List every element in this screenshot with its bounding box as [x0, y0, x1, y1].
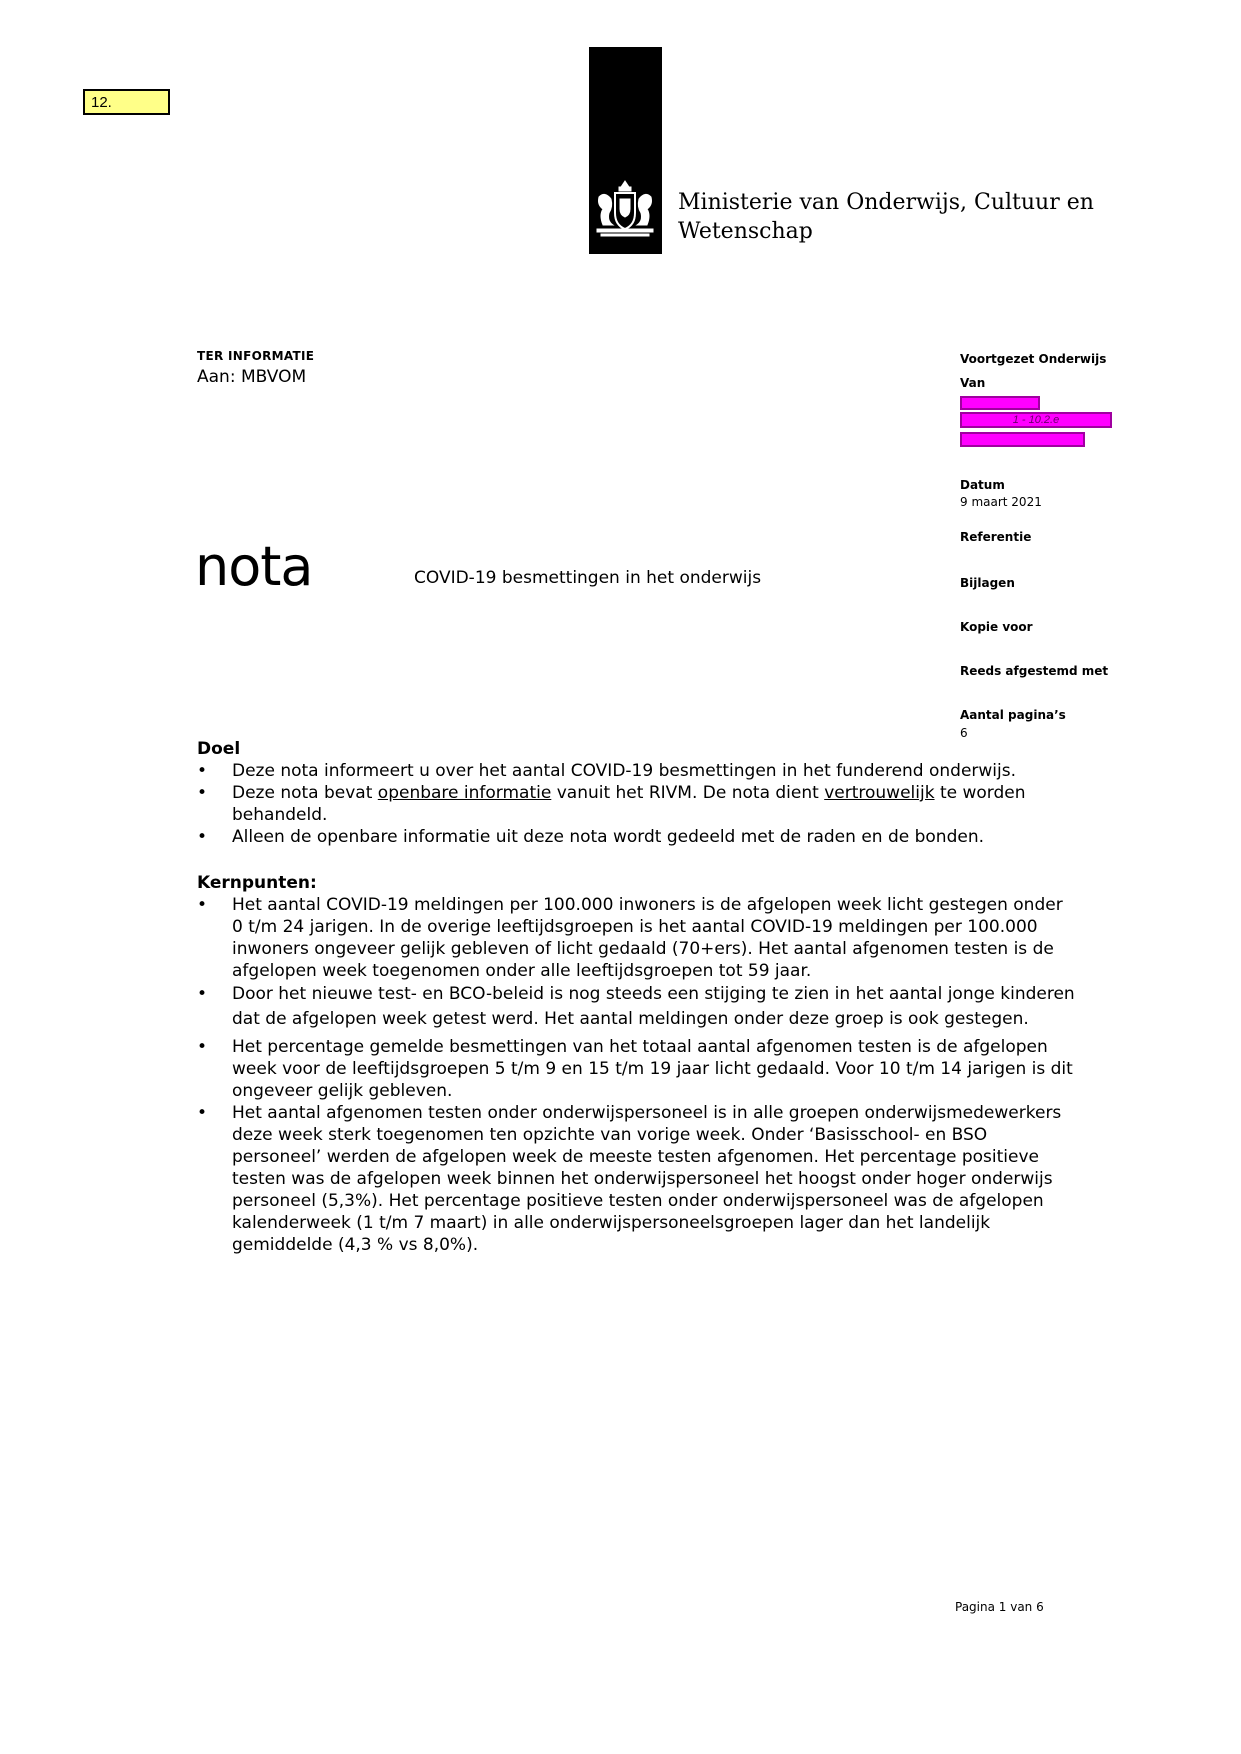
bullet-icon: •: [197, 1103, 208, 1123]
underlined-term: openbare informatie: [377, 783, 552, 803]
sidebar-copy-label: Kopie voor: [960, 620, 1033, 634]
document-subject: COVID-19 besmettingen in het onderwijs: [414, 568, 762, 588]
bullet-icon: •: [197, 895, 208, 915]
document-number-stamp: 12.: [83, 89, 170, 115]
redaction-block: [960, 432, 1085, 447]
list-item: • Het aantal afgenomen testen onder onderwijspersoneel is in alle groepen onderwijsmedewerkers deze week sterk toegenomen ten opzichte van vorige week. Onder ‘Basisschool- en BSO personeel’ werden de afgelopen week de meeste testen afgenomen. Het percentage positieve testen was de afgelopen week binnen het onderwijspersoneel het hoogst onder hoger onderwijs personeel (5,3%). Het percentage positieve testen onder onderwijspersoneel was de afgelopen kalenderweek (1 t/m 7 maart) in alle onderwijspersoneelsgroepen lager dan het landelijk gemiddelde (4,3 % vs 8,0%).: [197, 1103, 1062, 1255]
list-item: • Alleen de openbare informatie uit deze nota wordt gedeeld met de raden en de bonden.: [197, 827, 985, 847]
sidebar-from-label: Van: [960, 376, 986, 390]
document-kind-title: nota: [195, 535, 313, 598]
sidebar-date-label: Datum: [960, 478, 1005, 492]
sidebar-date-value: 9 maart 2021: [960, 495, 1042, 509]
bullet-icon: •: [197, 984, 208, 1004]
ministry-name-line1: Ministerie van Onderwijs, Cultuur en: [678, 190, 1094, 215]
recipient: Aan: MBVOM: [197, 367, 307, 387]
ministry-name-line2: Wetenschap: [678, 219, 813, 244]
bullet-icon: •: [197, 761, 208, 781]
sidebar-attachments-label: Bijlagen: [960, 576, 1015, 590]
underlined-term: vertrouwelijk: [824, 783, 935, 803]
redaction-block: [960, 396, 1040, 410]
list-item: • Deze nota informeert u over het aantal COVID-19 besmettingen in het funderend onderwijs.: [197, 761, 1017, 781]
sidebar-pages-value: 6: [960, 726, 968, 740]
sidebar-pages-label: Aantal pagina’s: [960, 708, 1066, 722]
section-kernpunten: [197, 872, 1077, 1256]
sidebar-reference-label: Referentie: [960, 530, 1032, 544]
bullet-list: [197, 894, 1077, 1256]
list-item: • Het aantal COVID-19 meldingen per 100.000 inwoners is de afgelopen week licht gestegen onder 0 t/m 24 jarigen. In de overige leeftijdsgroepen is het aantal COVID-19 meldingen per 100.000 inwoners ongeveer gelijk gebleven of licht gedaald (70+ers). Het aantal afgenomen testen is de afgelopen week toegenomen onder alle leeftijdsgroepen tot 59 jaar.: [197, 895, 1063, 981]
government-logo: [589, 47, 662, 254]
page-number: Pagina 1 van 6: [955, 1600, 1044, 1614]
sidebar-agreed-label: Reeds afgestemd met: [960, 664, 1109, 678]
bullet-list: [197, 760, 1077, 848]
section-heading: Kernpunten:: [197, 873, 317, 893]
list-item: • Deze nota bevat openbare informatie vanuit het RIVM. De nota dient vertrouwelijk te worden behandeld.: [197, 783, 1026, 825]
sidebar-department: Voortgezet Onderwijs: [960, 352, 1107, 366]
list-item: • Het percentage gemelde besmettingen van het totaal aantal afgenomen testen is de afgelopen week voor de leeftijdsgroepen 5 t/m 9 en 15 t/m 19 jaar licht gedaald. Voor 10 t/m 14 jarigen is dit ongeveer gelijk gebleven.: [197, 1037, 1073, 1101]
document-type-label: TER INFORMATIE: [197, 349, 315, 363]
ministry-name: [678, 188, 1094, 246]
bullet-icon: •: [197, 827, 208, 847]
coat-of-arms-icon: [593, 177, 658, 247]
bullet-icon: •: [197, 1037, 208, 1057]
section-doel: [197, 738, 1077, 848]
redaction-block-coded: 1 - 10.2.e: [960, 412, 1112, 428]
bullet-icon: •: [197, 783, 208, 803]
section-heading: Doel: [197, 739, 241, 759]
list-item: • Door het nieuwe test- en BCO-beleid is nog steeds een stijging te zien in het aantal jonge kinderen dat de afgelopen week getest werd. Het aantal meldingen onder deze groep is ook gestegen.: [197, 984, 1075, 1029]
